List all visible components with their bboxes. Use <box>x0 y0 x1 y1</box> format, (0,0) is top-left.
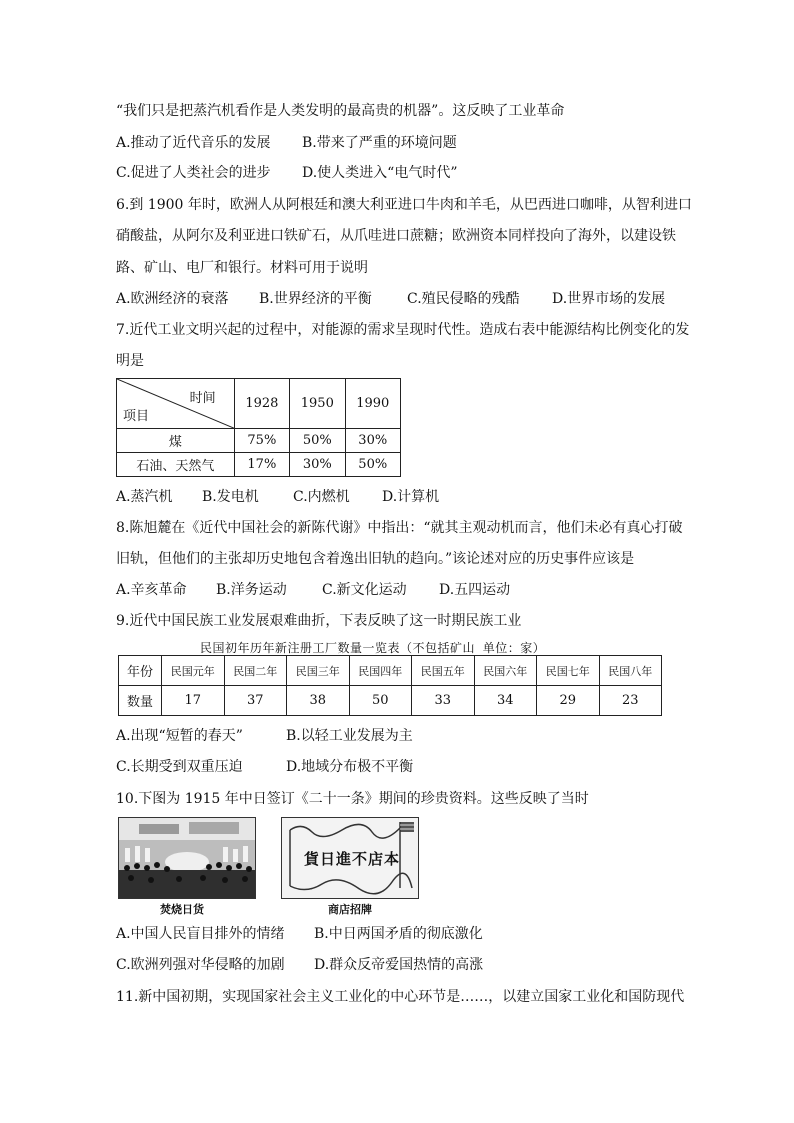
crowd-photo-image <box>119 818 255 898</box>
count-cell: 29 <box>537 686 600 716</box>
corner-bottom-label: 项目 <box>123 409 150 424</box>
year-cell: 民国元年 <box>162 656 225 686</box>
year-cell: 1950 <box>290 379 345 429</box>
q9-option-c: C.长期受到双重压迫 <box>116 759 243 775</box>
q8-stem-line2: 旧轨，但他们的主张却历史地包含着逸出旧轨的趋向。”该论述对应的历史事件应该是 <box>116 551 635 567</box>
value-cell: 75% <box>234 429 289 453</box>
q9-option-d: D.地域分布极不平衡 <box>286 759 414 775</box>
q6-stem-line2: 硝酸盐，从阿尔及利亚进口铁矿石，从爪哇进口蔗糖；欧洲资本同样投向了海外，以建设铁 <box>116 228 676 244</box>
shop-sign-text: 貨日進不店本 <box>304 850 401 868</box>
q10-option-b: B.中日两国矛盾的彻底激化 <box>314 926 483 942</box>
factory-table-title: 民国初年历年新注册工厂数量一览表（不包括矿山 单位：家） <box>200 641 546 655</box>
q7-stem-line2: 明是 <box>116 353 144 369</box>
shop-sign-caption: 商店招牌 <box>328 903 372 916</box>
table-row <box>117 429 401 453</box>
year-cell: 民国五年 <box>412 656 475 686</box>
q6-stem-line1: 6.到 1900 年时，欧洲人从阿根廷和澳大利亚进口牛肉和羊毛，从巴西进口咖啡，从智利进口 <box>116 197 692 213</box>
count-cell: 33 <box>412 686 475 716</box>
q5-option-b: B.带来了严重的环境问题 <box>302 135 457 151</box>
year-cell: 1928 <box>234 379 289 429</box>
q9-option-b: B.以轻工业发展为主 <box>286 728 413 744</box>
year-cell: 民国八年 <box>599 656 662 686</box>
q6-option-a: A.欧洲经济的衰落 <box>116 291 229 307</box>
q9-options-row1 <box>116 726 413 746</box>
year-cell: 民国四年 <box>349 656 412 686</box>
row-label: 石油、天然气 <box>117 453 235 477</box>
q11-stem: 11.新中国初期，实现国家社会主义工业化的中心环节是……，以建立国家工业化和国防现代 <box>116 989 685 1005</box>
q7-option-d: D.计算机 <box>382 489 440 505</box>
q5-options-row2 <box>116 163 458 183</box>
q10-options-row2 <box>116 955 483 975</box>
q7-stem-line1: 7.近代工业文明兴起的过程中，对能源的需求呈现时代性。造成右表中能源结构比例变化的发 <box>116 322 690 338</box>
year-cell: 民国七年 <box>537 656 600 686</box>
count-cell: 38 <box>287 686 350 716</box>
corner-top-label: 时间 <box>189 391 216 406</box>
q7-option-a: A.蒸汽机 <box>116 489 173 505</box>
table-row <box>119 656 662 686</box>
q5-options-row1 <box>116 133 457 153</box>
year-cell: 1990 <box>345 379 400 429</box>
q9-stem: 9.近代中国民族工业发展艰难曲折，下表反映了这一时期民族工业 <box>116 613 522 629</box>
q8-options <box>116 580 510 600</box>
burning-goods-caption: 焚烧日货 <box>160 903 204 916</box>
value-cell: 17% <box>234 453 289 477</box>
q8-stem-line1: 8.陈旭麓在《近代中国社会的新陈代谢》中指出：“就其主观动机而言，他们未必有真心打破 <box>116 520 683 536</box>
count-cell: 23 <box>599 686 662 716</box>
q6-stem-line3: 路、矿山、电厂和银行。材料可用于说明 <box>116 260 368 276</box>
q10-stem: 10.下图为 1915 年中日签订《二十一条》期间的珍贵资料。这些反映了当时 <box>116 791 589 807</box>
count-cell: 17 <box>162 686 225 716</box>
q7-options <box>116 487 439 507</box>
count-cell: 34 <box>474 686 537 716</box>
q10-options-row1 <box>116 924 483 944</box>
q9-option-a: A.出现“短暂的春天” <box>116 728 243 744</box>
value-cell: 50% <box>345 453 400 477</box>
q6-options <box>116 289 665 309</box>
q5-option-a: A.推动了近代音乐的发展 <box>116 135 271 151</box>
q7-option-b: B.发电机 <box>202 489 259 505</box>
energy-table-corner <box>117 379 235 429</box>
row-label: 年份 <box>119 656 162 686</box>
q6-option-d: D.世界市场的发展 <box>552 291 666 307</box>
q9-options-row2 <box>116 757 413 777</box>
value-cell: 50% <box>290 429 345 453</box>
q10-option-d: D.群众反帝爱国热情的高涨 <box>314 957 484 973</box>
q5-stem: “我们只是把蒸汽机看作是人类发明的最高贵的机器”。这反映了工业革命 <box>116 103 565 119</box>
q7-option-c: C.内燃机 <box>293 489 350 505</box>
q8-option-d: D.五四运动 <box>439 582 511 598</box>
q8-option-b: B.洋务运动 <box>216 582 287 598</box>
q6-option-c: C.殖民侵略的残酷 <box>407 291 520 307</box>
year-cell: 民国二年 <box>224 656 287 686</box>
row-label: 数量 <box>119 686 162 716</box>
row-label: 煤 <box>117 429 235 453</box>
q6-option-b: B.世界经济的平衡 <box>259 291 372 307</box>
q10-option-a: A.中国人民盲目排外的情绪 <box>116 926 285 942</box>
q8-option-c: C.新文化运动 <box>322 582 407 598</box>
count-cell: 50 <box>349 686 412 716</box>
burning-japanese-goods-photo <box>118 817 256 899</box>
factory-table <box>118 655 662 716</box>
energy-table <box>116 378 401 477</box>
value-cell: 30% <box>290 453 345 477</box>
q5-option-c: C.促进了人类社会的进步 <box>116 165 271 181</box>
q8-option-a: A.辛亥革命 <box>116 582 187 598</box>
shop-sign-photo <box>281 817 419 899</box>
table-row <box>119 686 662 716</box>
year-cell: 民国六年 <box>474 656 537 686</box>
q5-option-d: D.使人类进入“电气时代” <box>302 165 458 181</box>
count-cell: 37 <box>224 686 287 716</box>
year-cell: 民国三年 <box>287 656 350 686</box>
value-cell: 30% <box>345 429 400 453</box>
table-row <box>117 453 401 477</box>
q10-option-c: C.欧洲列强对华侵略的加剧 <box>116 957 285 973</box>
